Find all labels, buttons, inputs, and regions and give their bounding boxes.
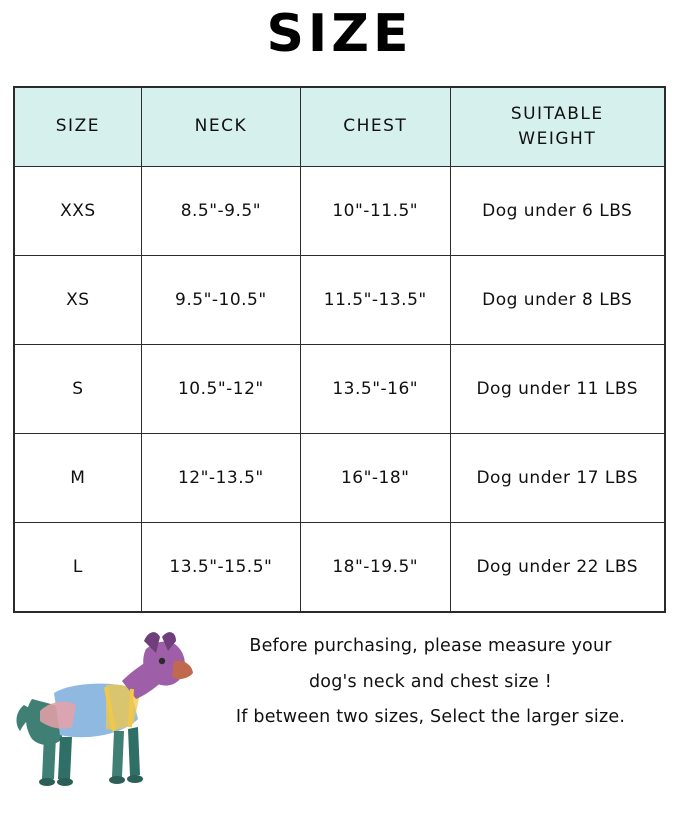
cell-size: XS [15, 256, 142, 345]
table-row [15, 167, 665, 256]
cell-chest: 18"-19.5" [301, 523, 451, 612]
table-row [15, 523, 665, 612]
column-header-suitable-weight-line2: WEIGHT [518, 129, 597, 149]
cell-size: L [15, 523, 142, 612]
cell-size: S [15, 345, 142, 434]
table-header [15, 88, 665, 167]
cell-weight: Dog under 17 LBS [450, 434, 665, 523]
table-body [15, 167, 665, 612]
table-row [15, 345, 665, 434]
cell-chest: 11.5"-13.5" [301, 256, 451, 345]
note-line-1: Before purchasing, please measure your [249, 636, 612, 656]
cell-size: M [15, 434, 142, 523]
size-table [14, 87, 665, 612]
cell-neck: 10.5"-12" [141, 345, 300, 434]
cell-weight: Dog under 8 LBS [450, 256, 665, 345]
column-header-size: SIZE [15, 88, 142, 167]
cell-chest: 10"-11.5" [301, 167, 451, 256]
table-row [15, 434, 665, 523]
column-header-chest: CHEST [301, 88, 451, 167]
cell-size: XXS [15, 167, 142, 256]
note-line-2: dog's neck and chest size ! [308, 671, 552, 692]
cell-neck: 12"-13.5" [141, 434, 300, 523]
table-row [15, 256, 665, 345]
column-header-suitable-weight [450, 88, 665, 167]
column-header-suitable-weight-line1: SUITABLE [510, 103, 604, 124]
column-header-neck: NECK [141, 88, 300, 167]
dog-wearing-harness-illustration [10, 627, 195, 795]
cell-weight: Dog under 22 LBS [450, 523, 665, 612]
cell-neck: 9.5"-10.5" [141, 256, 300, 345]
cell-chest: 16"-18" [301, 434, 451, 523]
purchase-notes [190, 635, 671, 730]
page-title: SIZE [266, 4, 413, 64]
cell-chest: 13.5"-16" [301, 345, 451, 434]
cell-weight: Dog under 6 LBS [450, 167, 665, 256]
note-line-3: If between two sizes, Select the larger size. [235, 707, 626, 728]
cell-neck: 8.5"-9.5" [141, 167, 300, 256]
size-table-container [13, 86, 666, 613]
cell-neck: 13.5"-15.5" [141, 523, 300, 612]
table-header-row [15, 88, 665, 167]
footer-section [0, 627, 679, 797]
cell-weight: Dog under 11 LBS [450, 345, 665, 434]
